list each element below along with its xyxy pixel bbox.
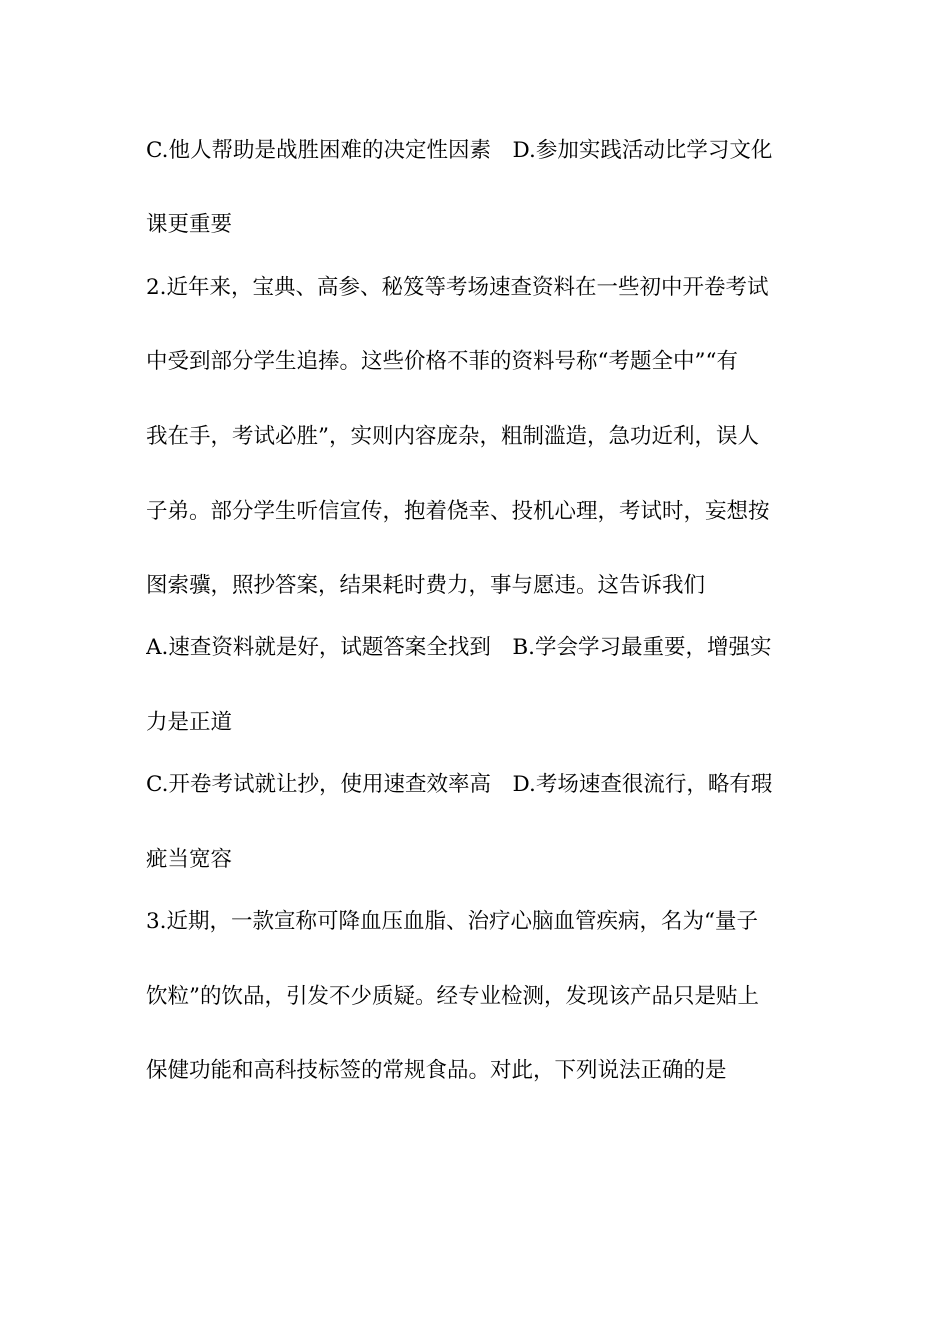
text-line-q2-option-d-cont: 疵当宽容 (146, 847, 233, 872)
text-line-q3-stem-2: 饮粒”的饮品，引发不少质疑。经专业检测，发现该产品只是贴上 (146, 984, 759, 1009)
text-line-q2-stem-4: 子弟。部分学生听信宣传，抱着侥幸、投机心理，考试时，妄想按 (146, 499, 770, 524)
text-line-q2-stem-2: 中受到部分学生追捧。这些价格不菲的资料号称“考题全中”“有 (146, 349, 738, 374)
text-line-q1-option-c-d: C.他人帮助是战胜困难的决定性因素 D.参加实践活动比学习文化 (146, 138, 773, 163)
text-line-q2-option-c-d: C.开卷考试就让抄，使用速查效率高 D.考场速查很流行，略有瑕 (146, 772, 773, 797)
text-line-q3-stem-1: 3.近期，一款宣称可降血压血脂、治疗心脑血管疾病，名为“量子 (146, 909, 759, 934)
text-line-q2-option-a-b: A.速查资料就是好，试题答案全找到 B.学会学习最重要，增强实 (146, 635, 772, 660)
text-line-q3-stem-3: 保健功能和高科技标签的常规食品。对此，下列说法正确的是 (146, 1058, 727, 1083)
text-line-q2-stem-1: 2.近年来，宝典、高参、秘笈等考场速查资料在一些初中开卷考试 (146, 275, 769, 300)
text-line-q2-stem-3: 我在手，考试必胜”，实则内容庞杂，粗制滥造，急功近利，误人 (146, 424, 759, 449)
text-line-q2-option-b-cont: 力是正道 (146, 710, 233, 735)
text-line-q1-option-d-cont: 课更重要 (146, 212, 233, 237)
text-line-q2-stem-5: 图索骥，照抄答案，结果耗时费力，事与愿违。这告诉我们 (146, 573, 706, 598)
